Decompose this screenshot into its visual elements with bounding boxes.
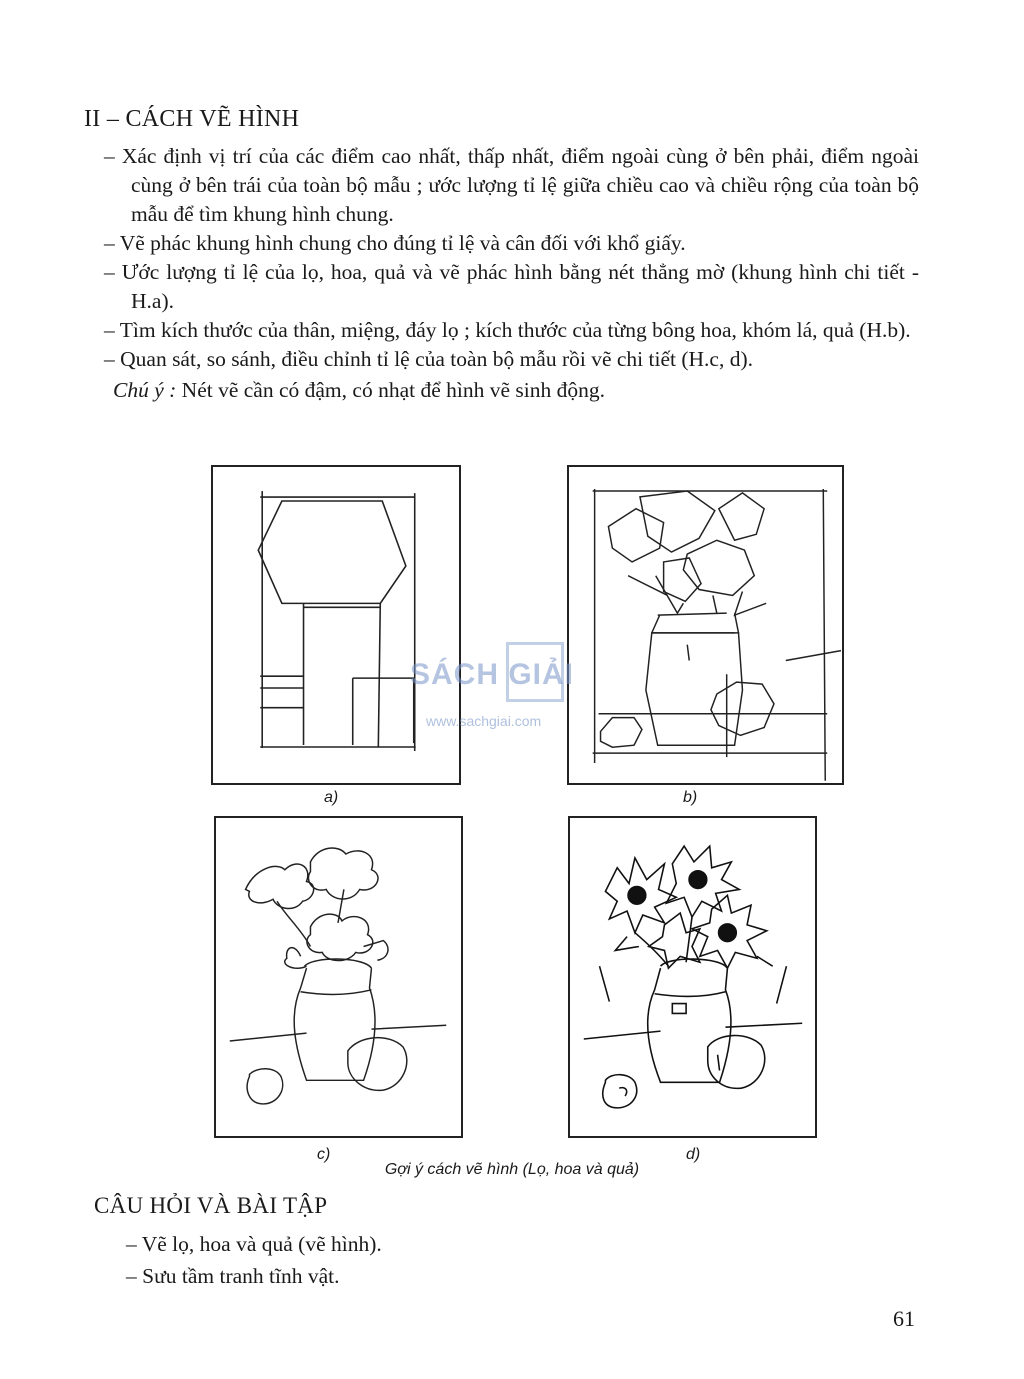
figure-label-a: a) xyxy=(324,789,339,806)
instruction-item: – Tìm kích thước của thân, miệng, đáy lọ ; kích thước của từng bông hoa, khóm lá, quả (H.b). xyxy=(104,318,911,342)
watermark-title: SÁCH GIẢI xyxy=(410,658,575,691)
instructions-block xyxy=(104,142,919,405)
exercise-item: – Sưu tầm tranh tĩnh vật. xyxy=(126,1264,340,1288)
section-heading: II – CÁCH VẼ HÌNH xyxy=(84,106,300,132)
instruction-item: – Xác định vị trí của các điểm cao nhất, thấp nhất, điểm ngoài cùng ở bên phải, điểm ngoài cùng ở bên trái của toàn bộ mẫu ; ước lượng tỉ lệ giữa chiều cao và chiều rộng của toàn bộ mẫu để tìm khung hình chung. xyxy=(104,144,919,226)
watermark-url: www.sachgiai.com xyxy=(426,713,542,729)
note-label: Chú ý : xyxy=(113,378,177,402)
exercises-heading: CÂU HỎI VÀ BÀI TẬP xyxy=(94,1193,328,1218)
page-number: 61 xyxy=(893,1306,915,1331)
instruction-item: – Quan sát, so sánh, điều chỉnh tỉ lệ của toàn bộ mẫu rồi vẽ chi tiết (H.c, d). xyxy=(104,347,754,371)
exercise-item: – Vẽ lọ, hoa và quả (vẽ hình). xyxy=(126,1232,382,1256)
figure-label-c: c) xyxy=(317,1146,331,1163)
sketch-d-detailed xyxy=(570,818,815,1136)
sketch-c-outline xyxy=(216,818,461,1136)
figure-label-d: d) xyxy=(686,1146,701,1163)
sketch-frame-c xyxy=(214,816,463,1138)
sketch-frame-d xyxy=(568,816,817,1138)
watermark xyxy=(410,640,620,740)
note-line xyxy=(113,376,919,405)
instruction-item: – Vẽ phác khung hình chung cho đúng tỉ lệ và cân đối với khổ giấy. xyxy=(104,231,686,255)
figure-label-b: b) xyxy=(683,789,698,806)
note-text: Nét vẽ cần có đậm, có nhạt để hình vẽ sinh động. xyxy=(176,378,605,402)
instruction-item: – Ước lượng tỉ lệ của lọ, hoa, quả và vẽ phác hình bằng nét thẳng mờ (khung hình chi tiết - H.a). xyxy=(104,260,919,313)
figure-caption: Gợi ý cách vẽ hình (Lọ, hoa và quả) xyxy=(384,1161,640,1178)
